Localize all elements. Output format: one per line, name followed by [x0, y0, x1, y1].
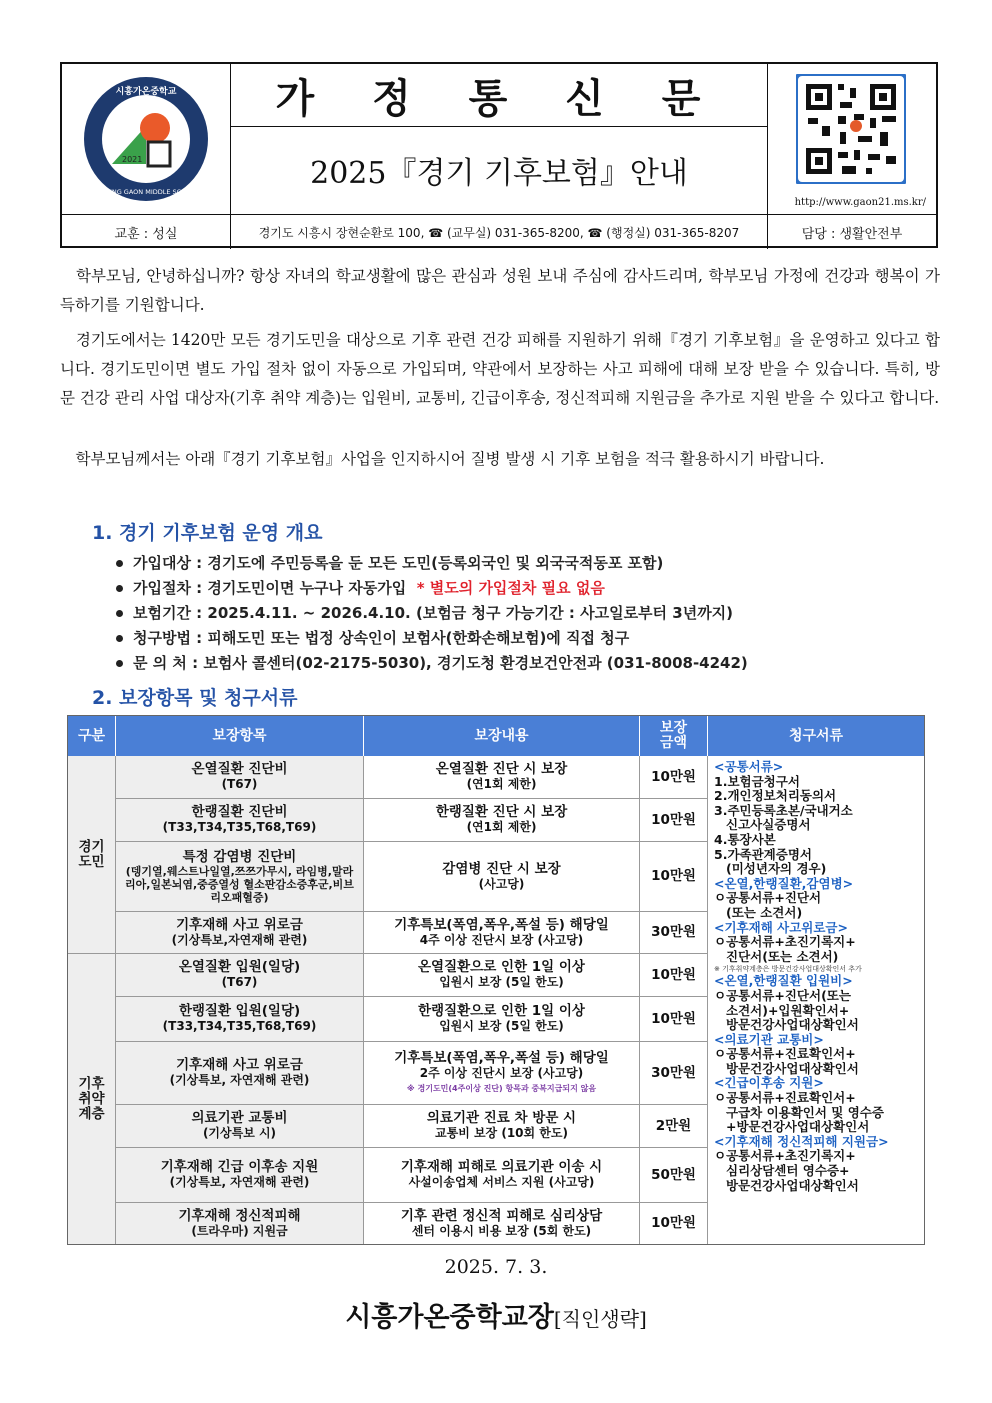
- table-row-content: 기후재해 피해로 의료기관 이송 시 사설이송업체 서비스 지원 (사고당): [364, 1148, 640, 1203]
- table-row-item: 기후재해 정신적피해 (트라우마) 지원금: [116, 1203, 364, 1244]
- header-category: 구분: [68, 716, 116, 756]
- table-row-amount: 10만원: [640, 799, 708, 842]
- header-item: 보장항목: [116, 716, 364, 756]
- docs-line: 2.개인정보처리동의서: [714, 788, 837, 804]
- table-row-amount: 50만원: [640, 1148, 708, 1203]
- bullet-item: 가입절차 : 경기도민이면 누구나 자동가입 * 별도의 가입절차 필요 없음: [116, 577, 605, 598]
- logo-korean-name: 시흥가온중학교: [115, 87, 177, 97]
- docs-line: 소견서)+입원확인서+: [726, 1002, 850, 1018]
- section2-title: 2. 보장항목 및 청구서류: [92, 687, 298, 709]
- docs-line: ㅇ공통서류+초진기록지+: [714, 1148, 856, 1164]
- docs-line: 신고사실증명서: [726, 817, 811, 833]
- docs-line: ㅇ공통서류+진료확인서+: [714, 1046, 856, 1062]
- intro-paragraph: 경기도에서는 1420만 모든 경기도민을 대상으로 기후 관련 건강 피해를 지원하기 위해『경기 기후보험』을 운영하고 있다고 합니다. 경기도민이면 별도 가입 절차 없이 자동으로 가입되며, 약관에서 보장하는 사고 피해에 대해 보장 받을 수 있습니다. 특히, 방문 건강 관리 사업 대상자(기후 취약 계층)는 입원비, 교통비, 긴급이후송, 정신적피해 지원금을 추가로 지원 받을 수 있다고 합니다.: [60, 331, 940, 407]
- school-logo: [62, 64, 230, 214]
- docs-line: ㅇ공통서류+진료확인서+: [714, 1090, 856, 1106]
- section1-title: 1. 경기 기후보험 운영 개요: [92, 522, 323, 544]
- docs-line: (미성년자의 경우): [726, 861, 827, 877]
- table-header: [68, 716, 924, 756]
- docs-mental-heading: <기후재해 정신적피해 지원금>: [714, 1133, 889, 1149]
- docs-line: ㅇ공통서류+진단서: [714, 890, 822, 906]
- docs-line: 3.주민등록초본/국내거소: [714, 802, 853, 818]
- table-row-content: 온열질환으로 인한 1일 이상 입원시 보장 (5일 한도): [364, 954, 640, 997]
- docs-hospitalization-heading: <온열,한랭질환 입원비>: [714, 973, 853, 989]
- duplicate-note: ※ 경기도민(4주이상 진단) 항목과 중복지급되지 않음: [406, 1083, 597, 1093]
- table-row-amount: 10만원: [640, 1203, 708, 1244]
- table-row-content: 온열질환 진단 시 보장 (연1회 제한): [364, 756, 640, 799]
- table-row-item: 온열질환 진단비 (T67): [116, 756, 364, 799]
- docs-line: (또는 소견서): [726, 904, 803, 920]
- qr-cell: [767, 64, 936, 214]
- logo-year: 2021: [122, 155, 143, 164]
- docs-line: 심리상담센터 영수증+: [726, 1163, 850, 1179]
- department-label: 담당 : 생활안전부: [767, 215, 936, 249]
- bullet-dot-icon: [116, 635, 123, 642]
- docs-line: 방문건강사업대상확인서: [726, 1177, 859, 1193]
- bullet-item: 청구방법 : 피해도민 또는 법정 상속인이 보험사(한화손해보험)에 직접 청구: [116, 627, 629, 648]
- table-row-content: 한랭질환 진단 시 보장 (연1회 제한): [364, 799, 640, 842]
- group-vulnerable: 기후 취약 계층: [68, 954, 116, 1244]
- docs-transport-heading: <의료기관 교통비>: [714, 1031, 824, 1047]
- signature-line: [0, 1295, 992, 1334]
- table-row-amount: 10만원: [640, 997, 708, 1042]
- table-row-amount: 30만원: [640, 912, 708, 954]
- table-row-item: 기후재해 사고 위로금 (기상특보,자연재해 관련): [116, 912, 364, 954]
- docs-line: 진단서(또는 소견서): [726, 948, 839, 964]
- bullet-item: 문 의 처 : 보험사 콜센터(02-2175-5030), 경기도청 환경보건안전과 (031-8008-4242): [116, 652, 748, 673]
- header-documents: 청구서류: [788, 727, 844, 744]
- docs-line: ㅇ공통서류+초진기록지+: [714, 934, 856, 950]
- docs-line: 방문건강사업대상확인서: [726, 1060, 859, 1076]
- bullet-dot-icon: [116, 560, 123, 567]
- docs-note: ※ 기후취약계층은 방문건강사업대상확인서 추가: [714, 965, 862, 974]
- table-row-content: 기후특보(폭염,폭우,폭설 등) 해당일 2주 이상 진단시 보장 (사고당) ※ 경기도민(4주이상 진단) 항목과 중복지급되지 않음: [364, 1042, 640, 1105]
- signer-name: 시흥가온중학교장: [345, 1302, 554, 1333]
- request-paragraph: 학부모님께서는 아래『경기 기후보험』사업을 인지하시어 질병 발생 시 기후 보험을 적극 활용하시기 바랍니다.: [60, 450, 825, 468]
- bullet-dot-icon: [116, 585, 123, 592]
- docs-common-heading: <공통서류>: [714, 759, 784, 774]
- qr-code-icon[interactable]: [796, 74, 906, 184]
- page-title: 가 정 통 신 문: [230, 64, 768, 127]
- coverage-table: [67, 715, 925, 1245]
- greeting-paragraph: 학부모님, 안녕하십니까? 항상 자녀의 학교생활에 많은 관심과 성원 보내 주심에 감사드리며, 학부모님 가정에 건강과 행복이 가득하기를 기원합니다.: [60, 267, 940, 314]
- stamp-omitted: [직인생략]: [553, 1307, 647, 1331]
- docs-line: ㅇ공통서류+진단서(또는: [714, 987, 851, 1003]
- table-row-item: 의료기관 교통비 (기상특보 시): [116, 1105, 364, 1148]
- docs-diagnosis-heading: <온열,한랭질환,감염병>: [714, 875, 854, 891]
- letter-header: [60, 62, 938, 248]
- docs-emergency-heading: <긴급이후송 지원>: [714, 1075, 824, 1091]
- table-row-item: 온열질환 입원(일당) (T67): [116, 954, 364, 997]
- table-row-item: 기후재해 사고 위로금 (기상특보, 자연재해 관련): [116, 1042, 364, 1105]
- table-row-amount: 10만원: [640, 954, 708, 997]
- bullet-dot-icon: [116, 660, 123, 667]
- school-address: 경기도 시흥시 장현순환로 100, ☎ (교무실) 031-365-8200, ☎ (행정실) 031-365-8207: [258, 225, 740, 240]
- table-row-content: 의료기관 진료 차 방문 시 교통비 보장 (10회 한도): [364, 1105, 640, 1148]
- bullet-dot-icon: [116, 610, 123, 617]
- header-content: 보장내용: [364, 716, 640, 756]
- bullet-item: 가입대상 : 경기도에 주민등록을 둔 모든 도민(등록외국인 및 외국국적동포 포함): [116, 552, 663, 573]
- table-row-amount: 10만원: [640, 756, 708, 799]
- group-gyeonggi-residents: 경기 도민: [68, 756, 116, 954]
- table-row-item: 특정 감염병 진단비 (뎅기열,웨스트나일열,쯔쯔가무시, 라임병,말라리아,일본뇌염,중증열성 혈소판감소증후군,비브리오패혈증): [116, 842, 364, 912]
- table-row-content: 감염병 진단 시 보장 (사고당): [364, 842, 640, 912]
- table-row-amount: 30만원: [640, 1042, 708, 1105]
- docs-line: +방문건강사업대상확인서: [726, 1119, 870, 1135]
- header-amount: 보장 금액: [640, 716, 708, 756]
- header-info-row: [62, 214, 936, 249]
- school-motto: 교훈 : 성실: [62, 215, 231, 249]
- table-row-amount: 10만원: [640, 842, 708, 912]
- table-row-content: 기후 관련 정신적 피해로 심리상담 센터 이용시 비용 보장 (5회 한도): [364, 1203, 640, 1244]
- page-subtitle: 2025『경기 기후보험』안내: [310, 156, 688, 191]
- docs-line: 5.가족관계증명서: [714, 846, 812, 862]
- school-logo-cell: [62, 64, 231, 214]
- logo-english-name: SIHEUNG GAON MIDDLE SCHOOL: [92, 188, 200, 196]
- docs-line: 구급차 이용확인서 및 영수증: [726, 1104, 884, 1120]
- auto-join-note: * 별도의 가입절차 필요 없음: [416, 579, 605, 597]
- docs-line: 방문건강사업대상확인서: [726, 1017, 859, 1033]
- docs-disaster-heading: <기후재해 사고위로금>: [714, 919, 848, 935]
- table-row-item: 기후재해 긴급 이후송 지원 (기상특보, 자연재해 관련): [116, 1148, 364, 1203]
- school-url[interactable]: http://www.gaon21.ms.kr/: [794, 197, 926, 208]
- docs-line: 4.통장사본: [714, 831, 776, 847]
- table-row-content: 기후특보(폭염,폭우,폭설 등) 해당일 4주 이상 진단시 보장 (사고당): [364, 912, 640, 954]
- letter-date: 2025. 7. 3.: [444, 1256, 548, 1278]
- table-row-item: 한랭질환 진단비 (T33,T34,T35,T68,T69): [116, 799, 364, 842]
- table-row-item: 한랭질환 입원(일당) (T33,T34,T35,T68,T69): [116, 997, 364, 1042]
- table-row-amount: 2만원: [640, 1105, 708, 1148]
- required-documents: [708, 756, 924, 1244]
- table-row-content: 한랭질환으로 인한 1일 이상 입원시 보장 (5일 한도): [364, 997, 640, 1042]
- docs-line: 1.보험금청구서: [714, 773, 800, 789]
- bullet-item: 보험기간 : 2025.4.11. ~ 2026.4.10. (보험금 청구 가능기간 : 사고일로부터 3년까지): [116, 602, 733, 623]
